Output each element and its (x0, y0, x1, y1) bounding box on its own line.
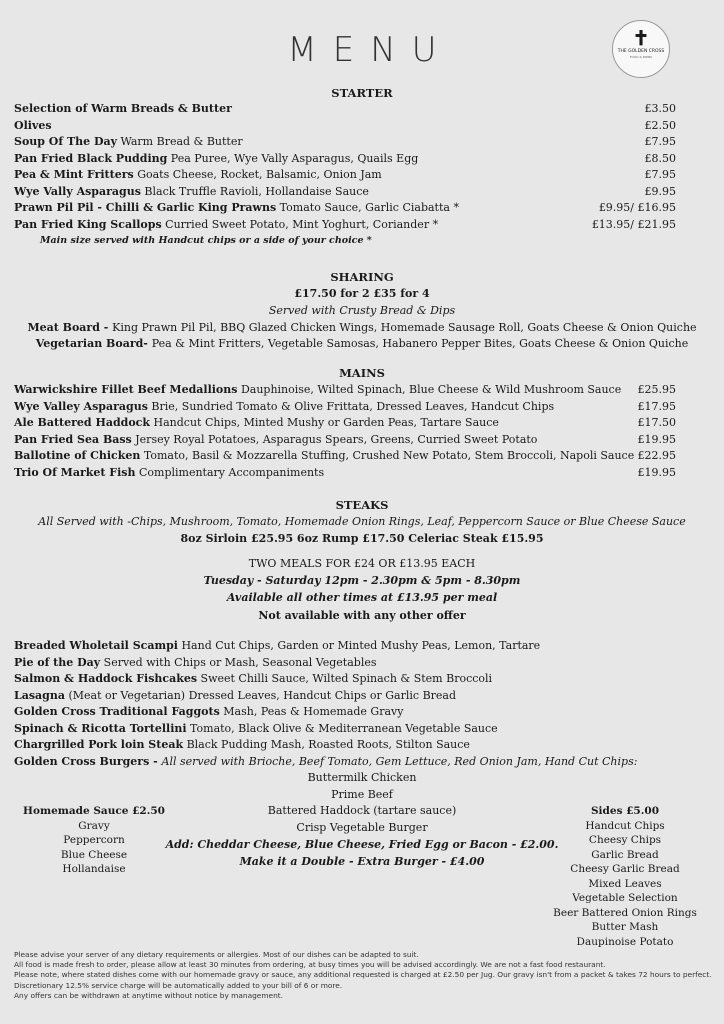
sauce-item: Peppercorn (63, 834, 125, 846)
starter-item-name: Pea & Mint Fritters (14, 168, 134, 181)
side-item: Daupinoise Potato (576, 935, 674, 948)
side-item: Vegetable Selection (572, 892, 678, 904)
mains-item (14, 432, 676, 448)
burger-double: Make it a Double - Extra Burger - £4.00 (239, 855, 485, 868)
starter-item-price: £7.95 (644, 135, 676, 148)
steaks-served: All Served with -Chips, Mushroom, Tomato, Homemade Onion Rings, Leaf, Peppercorn Sauce or Blue Cheese Sauce (38, 515, 686, 528)
mains-item-desc: Brie, Sundried Tomato & Olive Frittata, Dressed Leaves, Handcut Chips (147, 399, 555, 413)
sides-heading: Sides £5.00 (590, 805, 660, 817)
starter-item (14, 167, 676, 183)
mains-item (14, 415, 676, 431)
offer-item (14, 737, 676, 753)
mains-item-price: £17.95 (637, 399, 676, 413)
side-item: Handcut Chips (585, 819, 665, 832)
cross-icon: ✝ (632, 26, 650, 50)
sharing-price: £17.50 for 2 £35 for 4 (294, 287, 430, 300)
starter-item-desc: Tomato Sauce, Garlic Ciabatta * (276, 201, 459, 214)
starter-item-price: £9.95 (644, 184, 676, 198)
footer-line: Please note, where stated dishes come with our homemade gravy or sauce, any additional requested is charged at £2.50 per Jug. Our gravy isn't from a packet & takes 72 hours to perfect. (14, 970, 712, 980)
mains-item-name: Ale Battered Haddock (14, 416, 151, 429)
starter-item (14, 134, 676, 150)
starter-item (14, 184, 676, 200)
starter-item-price: £9.95/ £16.95 (598, 201, 676, 214)
side-item: Cheesy Chips (588, 834, 662, 846)
mains-item-desc: Jersey Royal Potatoes, Asparagus Spears, Greens, Curried Sweet Potato (131, 432, 538, 446)
mains-item-price: £17.50 (637, 416, 676, 429)
logo-name: THE GOLDEN CROSS (617, 49, 665, 54)
starter-item-desc: Curried Sweet Potato, Mint Yoghurt, Coriander * (161, 217, 439, 231)
burgers-desc: All served with Brioche, Beef Tomato, Gem Lettuce, Red Onion Jam, Hand Cut Chips: (161, 755, 638, 768)
offer-item (14, 704, 676, 720)
offer-item-desc: Served with Chips or Mash, Seasonal Vegetables (100, 655, 377, 669)
offer-heading: TWO MEALS FOR £24 OR £13.95 EACH (248, 557, 476, 570)
sauces-column (14, 804, 174, 877)
side-item: Cheesy Garlic Bread (570, 863, 680, 875)
burger-option: Prime Beef (331, 787, 393, 801)
mains-item-name: Warwickshire Fillet Beef Medallions (14, 383, 238, 396)
mains-item-name: Pan Fried Sea Bass (14, 432, 132, 446)
burger-option: Crisp Vegetable Burger (296, 820, 428, 834)
burger-add: Add: Cheddar Cheese, Blue Cheese, Fried Egg or Bacon - £2.00. (165, 838, 559, 851)
starter-item-name: Wye Vally Asparagus (14, 184, 141, 198)
footer-line: All food is made fresh to order, please allow at least 30 minutes from ordering, at busy times you will be advised accordingly. We are not a fast food restaurant. (14, 960, 606, 970)
mains-item-desc: Complimentary Accompaniments (135, 465, 325, 479)
offer-item-name: Breaded Wholetail Scampi (14, 639, 178, 652)
sides-column (542, 804, 708, 949)
offer-item (14, 655, 676, 671)
offer-item-desc: Black Pudding Mash, Roasted Roots, Stilton Sauce (183, 738, 470, 751)
offer-item-desc: Sweet Chilli Sauce, Wilted Spinach & Stem Broccoli (197, 672, 493, 685)
footer-line: Any offers can be withdrawn at anytime without notice by management. (14, 990, 284, 1000)
footer-line: Discretionary 12.5% service charge will be automatically added to your bill of 6 or more. (14, 980, 343, 990)
starter-item-price: £13.95/ £21.95 (591, 217, 676, 231)
offer-item (14, 721, 676, 737)
vegetarian-board (0, 336, 724, 352)
mains-item (14, 382, 676, 398)
starter-item-desc: Pea Puree, Wye Vally Asparagus, Quails Egg (167, 151, 419, 165)
sharing-heading: SHARING (330, 270, 394, 284)
offer-item (14, 671, 676, 687)
offer-item-desc: (Meat or Vegetarian) Dressed Leaves, Handcut Chips or Garlic Bread (65, 688, 457, 702)
mains-item-price: £19.95 (637, 465, 676, 479)
burger-option: Battered Haddock (tartare sauce) (267, 804, 457, 817)
starter-item-price: £7.95 (644, 168, 676, 181)
starter-item-name: Soup Of The Day (14, 135, 118, 148)
vegetarian-board-name: Vegetarian Board- (35, 337, 152, 350)
side-item: Butter Mash (591, 921, 659, 933)
mains-item (14, 465, 676, 481)
offer-item-name: Pie of the Day (14, 655, 101, 669)
starter-item (14, 101, 676, 117)
burger-option: Buttermilk Chicken (307, 771, 417, 784)
starter-item (14, 118, 676, 134)
side-item: Mixed Leaves (588, 877, 662, 890)
mains-item-name: Wye Valley Asparagus (14, 399, 148, 413)
offer-item-desc: Mash, Peas & Homemade Gravy (219, 705, 404, 718)
sharing-served: Served with Crusty Bread & Dips (268, 304, 456, 317)
sauce-item: Gravy (78, 819, 110, 832)
vegetarian-board-desc: Pea & Mint Fritters, Vegetable Samosas, Habanero Pepper Bites, Goats Cheese & Onion Quiche (151, 337, 689, 350)
starter-item-name: Pan Fried Black Pudding (14, 151, 168, 165)
starter-item-name: Olives (14, 118, 52, 132)
offer-not-available: Not available with any other offer (258, 609, 466, 622)
starter-item (14, 217, 676, 233)
offer-item-desc: Tomato, Black Olive & Mediterranean Vegetable Sauce (186, 721, 498, 735)
offer-item-name: Chargrilled Pork loin Steak (14, 738, 184, 751)
starter-item-desc: Goats Cheese, Rocket, Balsamic, Onion Jam (133, 168, 382, 181)
offer-item-name: Golden Cross Traditional Faggots (14, 705, 220, 718)
sauce-list (14, 819, 174, 877)
steaks-prices: 8oz Sirloin £25.95 6oz Rump £17.50 Celeriac Steak £15.95 (180, 532, 544, 545)
steaks-heading: STEAKS (335, 498, 389, 512)
offer-times: Tuesday - Saturday 12pm - 2.30pm & 5pm - 8.30pm (203, 574, 521, 587)
meat-board (0, 320, 724, 336)
meat-board-name: Meat Board - (27, 321, 113, 334)
logo-sub: FOOD & DRINK (629, 55, 653, 59)
starter-heading: STARTER (331, 86, 393, 100)
mains-item-name: Ballotine of Chicken (14, 449, 141, 462)
mains-item-desc: Tomato, Basil & Mozzarella Stuffing, Crushed New Potato, Stem Broccoli, Napoli Sauce (140, 449, 635, 462)
sauce-item: Blue Cheese (60, 848, 128, 861)
mains-item (14, 399, 676, 415)
offer-other-times: Available all other times at £13.95 per meal (226, 591, 498, 604)
starter-item-name: Selection of Warm Breads & Butter (14, 102, 232, 115)
starter-item-name: Pan Fried King Scallops (14, 217, 162, 231)
side-list (542, 819, 708, 950)
page-title: MENU (287, 30, 453, 70)
starter-item-price: £8.50 (644, 151, 676, 165)
starter-item-price: £2.50 (644, 118, 676, 132)
offer-item-name: Lasagna (14, 688, 65, 702)
starter-item (14, 200, 676, 216)
sauce-item: Hollandaise (62, 863, 126, 875)
starter-item-price: £3.50 (644, 102, 676, 115)
mains-item-desc: Handcut Chips, Minted Mushy or Garden Peas, Tartare Sauce (150, 416, 499, 429)
burgers-line (14, 754, 676, 770)
sauces-heading: Homemade Sauce £2.50 (23, 805, 165, 817)
mains-item (14, 448, 676, 464)
burgers-name: Golden Cross Burgers - (14, 755, 162, 768)
mains-item-name: Trio Of Market Fish (14, 465, 136, 479)
mains-item-desc: Dauphinoise, Wilted Spinach, Blue Cheese & Wild Mushroom Sauce (237, 383, 622, 396)
offer-item-name: Spinach & Ricotta Tortellini (14, 721, 187, 735)
footer-line: Please advise your server of any dietary requirements or allergies. Most of our dishes can be adapted to suit. (14, 950, 419, 959)
starter-note: Main size served with Handcut chips or a side of your choice * (40, 235, 372, 246)
starter-item-desc: Warm Bread & Butter (117, 135, 243, 148)
footer-notes (14, 950, 714, 1001)
side-item: Garlic Bread (591, 848, 659, 861)
offer-item (14, 688, 676, 704)
offer-item-desc: Hand Cut Chips, Garden or Minted Mushy Peas, Lemon, Tartare (177, 639, 541, 652)
mains-item-price: £25.95 (637, 383, 676, 396)
mains-item-price: £22.95 (637, 449, 676, 462)
starter-item (14, 151, 676, 167)
golden-cross-logo (612, 20, 670, 78)
starter-item-desc: Black Truffle Ravioli, Hollandaise Sauce (140, 184, 369, 198)
offer-item-name: Salmon & Haddock Fishcakes (14, 672, 198, 685)
side-item: Beer Battered Onion Rings (553, 906, 697, 919)
starter-item-name: Prawn Pil Pil - Chilli & Garlic King Prawns (14, 201, 277, 214)
mains-item-price: £19.95 (637, 432, 676, 446)
offer-item (14, 638, 676, 654)
meat-board-desc: King Prawn Pil Pil, BBQ Glazed Chicken Wings, Homemade Sausage Roll, Goats Cheese & Onion Quiche (112, 321, 697, 334)
mains-heading: MAINS (339, 366, 385, 380)
